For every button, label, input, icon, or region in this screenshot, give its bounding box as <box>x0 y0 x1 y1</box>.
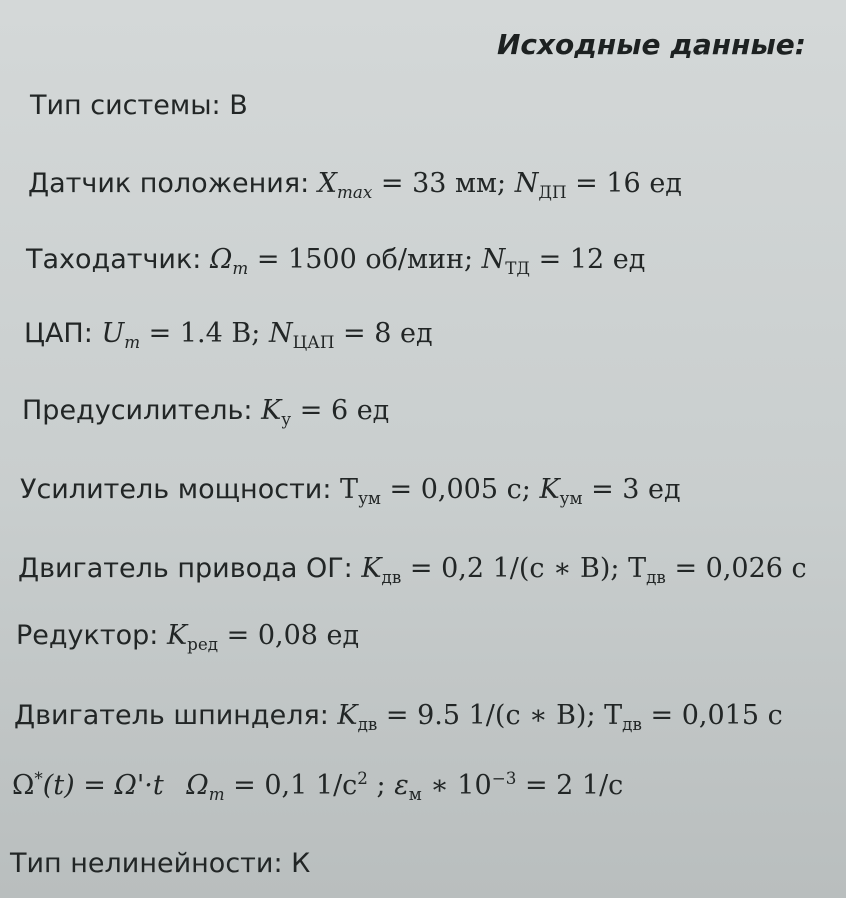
position-sensor-formula: $X_{max} = 33$ мм; $N_{ДП} = 16$ ед <box>317 168 682 202</box>
drive-motor-formula: $K_{дв} = 0,2$ 1/(с ∗ В); $T_{дв} = 0,026$ с <box>361 553 807 587</box>
spindle-motor-label: Двигатель шпинделя: <box>14 700 329 731</box>
dac-formula: $U_m = 1.4$ В; $N_{ЦАП} = 8$ ед <box>101 318 433 352</box>
preamp-line <box>22 395 389 429</box>
spindle-motor-line <box>14 700 783 734</box>
acceleration-formula: Ω*(t) = Ω'·t $\Omega_m = 0,1$ $1/c^2$ ; $\varepsilon_м$ ∗ $10^{-3} = 2$ 1/c <box>12 768 624 804</box>
nonlinearity-label: Тип нелинейности: <box>10 848 283 879</box>
dac-label: ЦАП: <box>24 318 93 349</box>
spindle-motor-formula: $K_{дв} = 9.5$ 1/(с ∗ В); $T_{дв} = 0,015$ с <box>337 700 783 734</box>
tacho-formula: $\Omega_m = 1500$ об/мин; $N_{ТД} = 12$ ед <box>209 244 646 278</box>
nonlinearity-line <box>10 848 310 879</box>
position-sensor-label: Датчик положения: <box>28 168 310 199</box>
reducer-label: Редуктор: <box>16 620 159 651</box>
page-title: Исходные данные: <box>496 28 806 61</box>
power-amp-formula: $T_{ум} = 0,005$ с; $K_{ум} = 3$ ед <box>340 474 681 508</box>
reducer-formula: $K_{ред} = 0,08$ ед <box>166 620 360 654</box>
tacho-line <box>26 244 645 278</box>
dac-line <box>24 318 433 352</box>
position-sensor-line <box>28 168 682 202</box>
drive-motor-line <box>18 553 807 587</box>
tacho-label: Таходатчик: <box>26 244 202 275</box>
nonlinearity-value: К <box>291 848 311 879</box>
reducer-line <box>16 620 359 654</box>
system-type-value: В <box>229 90 248 121</box>
drive-motor-label: Двигатель привода ОГ: <box>18 553 353 584</box>
power-amp-label: Усилитель мощности: <box>20 474 332 505</box>
preamp-label: Предусилитель: <box>22 395 253 426</box>
acceleration-formula-line <box>12 768 623 804</box>
system-type-label: Тип системы: <box>30 90 221 121</box>
preamp-formula: $K_у = 6$ ед <box>261 395 390 429</box>
power-amp-line <box>20 474 681 508</box>
system-type-line <box>30 90 248 121</box>
